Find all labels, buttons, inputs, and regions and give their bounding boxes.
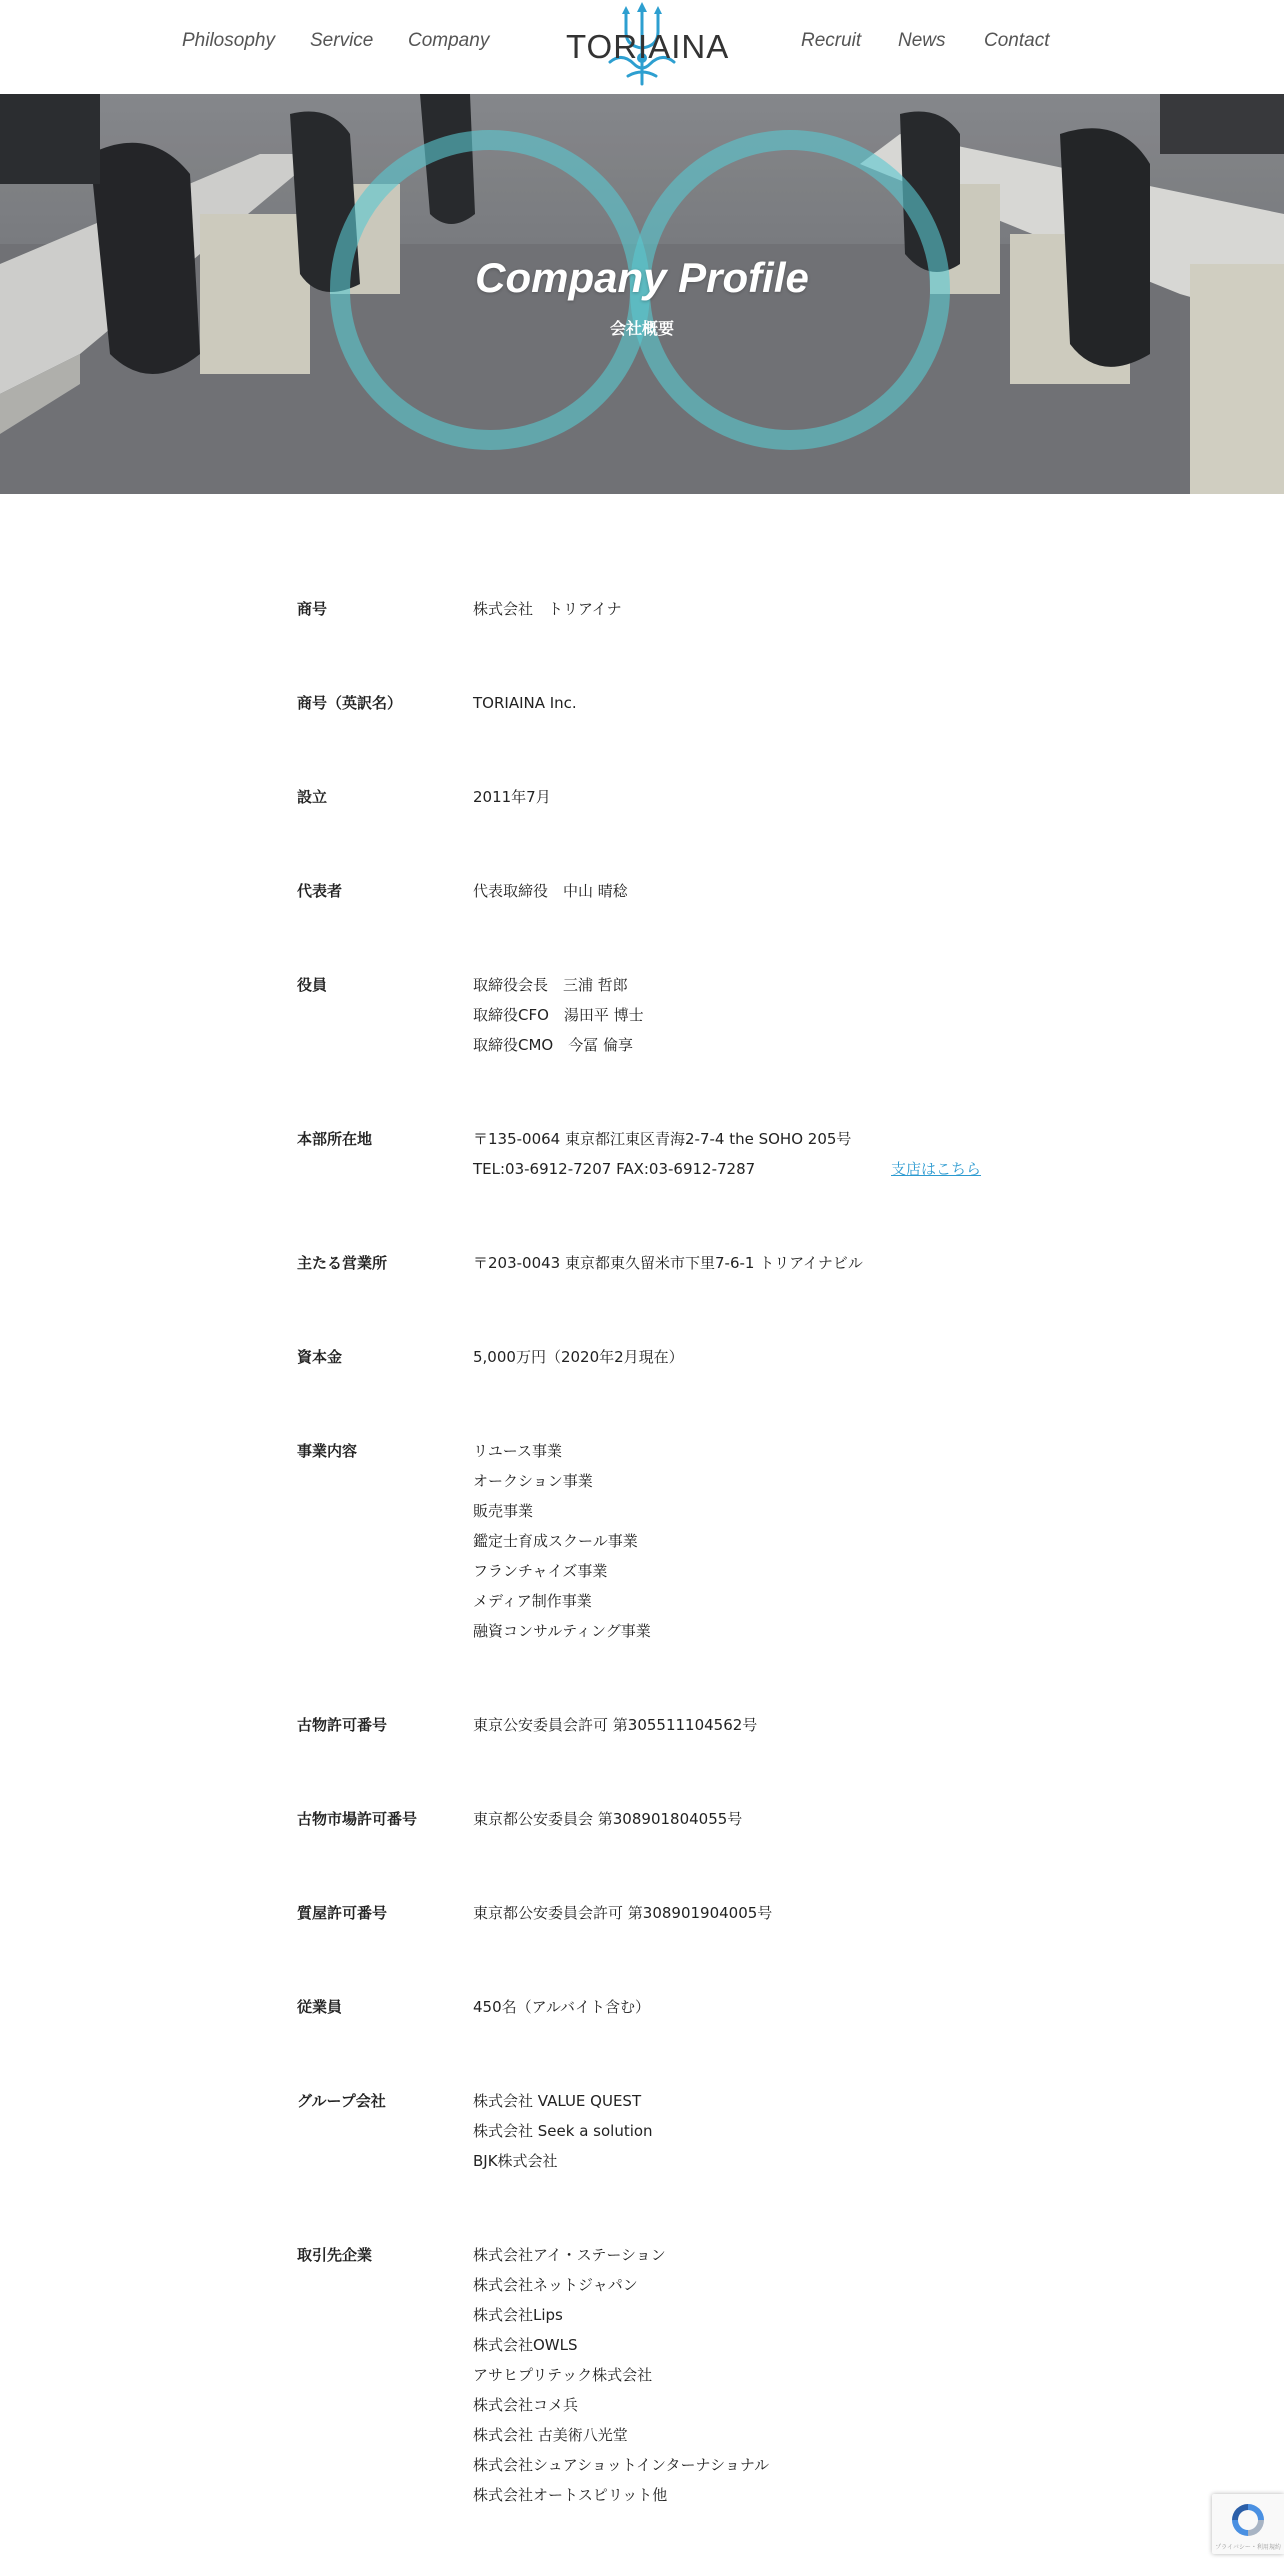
row-value: フランチャイズ事業	[473, 1562, 608, 1580]
profile-row-market-license	[297, 1804, 997, 1834]
row-value: 東京都公安委員会 第308901804055号	[473, 1810, 743, 1828]
row-value: 〒203-0043 東京都東久留米市下里7-6-1 トリアイナビル	[473, 1254, 863, 1272]
row-value: 東京公安委員会許可 第305511104562号	[473, 1716, 758, 1734]
row-label: 代表者	[297, 882, 343, 900]
row-value: アサヒプリテック株式会社	[473, 2366, 653, 2384]
row-value: 株式会社ネットジャパン	[473, 2276, 638, 2294]
row-label: 取引先企業	[297, 2246, 373, 2264]
row-value: TORIAINA Inc.	[473, 694, 577, 712]
profile-row-established	[297, 782, 997, 812]
profile-row-english-name	[297, 688, 997, 718]
hero-banner	[0, 94, 1284, 494]
row-value: メディア制作事業	[473, 1592, 592, 1610]
row-label: 資本金	[297, 1348, 343, 1366]
recaptcha-terms[interactable]: プライバシー・利用規約	[1215, 2544, 1281, 2551]
row-value: 株式会社 VALUE QUEST	[473, 2092, 642, 2110]
profile-row-group-companies	[297, 2086, 997, 2176]
row-value: 株式会社オートスピリット他	[473, 2486, 668, 2504]
row-value: 450名（アルバイト含む）	[473, 1998, 650, 2016]
recaptcha-badge[interactable]	[1212, 2494, 1284, 2554]
site-header	[0, 0, 1284, 94]
nav-company[interactable]: Company	[408, 30, 490, 51]
row-value: リユース事業	[473, 1442, 562, 1460]
row-value: 株式会社 トリアイナ	[473, 600, 622, 618]
row-label: 商号（英訳名）	[297, 694, 403, 712]
row-label: グループ会社	[297, 2092, 386, 2110]
row-label: 従業員	[297, 1998, 343, 2016]
row-value: 代表取締役 中山 晴稔	[473, 882, 628, 900]
toriaina-logo[interactable]	[566, 2, 730, 90]
profile-row-capital	[297, 1342, 997, 1372]
row-value: TEL:03-6912-7207 FAX:03-6912-7287	[473, 1160, 756, 1178]
row-value: 株式会社シュアショットインターナショナル	[473, 2456, 770, 2474]
row-label: 古物許可番号	[297, 1716, 388, 1734]
profile-row-business	[297, 1436, 997, 1646]
recaptcha-icon	[1228, 2500, 1268, 2540]
row-value: 株式会社コメ兵	[473, 2396, 579, 2414]
row-value: 取締役CMO 今冨 倫享	[473, 1036, 633, 1054]
row-value: BJK株式会社	[473, 2152, 558, 2170]
company-profile-table	[297, 594, 997, 2574]
page-title: Company Profile	[475, 254, 809, 301]
page-subtitle: 会社概要	[609, 319, 674, 338]
row-value: 東京都公安委員会許可 第308901904005号	[473, 1904, 773, 1922]
row-value: 株式会社アイ・ステーション	[473, 2246, 666, 2264]
profile-row-clients	[297, 2240, 997, 2510]
row-value: 融資コンサルティング事業	[473, 1622, 651, 1640]
row-value: オークション事業	[473, 1472, 593, 1490]
profile-row-name	[297, 594, 997, 624]
profile-row-pawn-license	[297, 1898, 997, 1928]
row-label: 古物市場許可番号	[297, 1810, 418, 1828]
row-value: 2011年7月	[473, 788, 551, 806]
row-value: 株式会社OWLS	[473, 2336, 578, 2354]
nav-news[interactable]: News	[898, 30, 946, 51]
row-label: 主たる営業所	[297, 1254, 388, 1272]
row-label: 質屋許可番号	[297, 1904, 388, 1922]
row-label: 設立	[297, 788, 328, 806]
row-value: 株式会社 古美術八光堂	[473, 2426, 628, 2444]
row-label: 本部所在地	[297, 1130, 373, 1148]
row-label: 役員	[297, 976, 328, 994]
nav-service[interactable]: Service	[310, 30, 374, 51]
profile-row-main-office	[297, 1248, 997, 1278]
row-label: 商号	[297, 600, 328, 618]
row-value: 鑑定士育成スクール事業	[473, 1532, 638, 1550]
row-value: 株式会社 Seek a solution	[473, 2122, 653, 2140]
profile-row-antique-license	[297, 1710, 997, 1740]
row-value: 取締役会長 三浦 哲郎	[473, 976, 628, 994]
nav-philosophy[interactable]: Philosophy	[182, 30, 275, 51]
row-value: 株式会社Lips	[473, 2306, 563, 2324]
row-value: 〒135-0064 東京都江東区青海2-7-4 the SOHO 205号	[473, 1130, 852, 1148]
profile-row-officers	[297, 970, 997, 1060]
row-label: 事業内容	[297, 1442, 358, 1460]
logo-text: TORIAINA	[566, 28, 730, 65]
profile-row-representative	[297, 876, 997, 906]
branch-link[interactable]: 支店はこちら	[891, 1160, 982, 1178]
nav-recruit[interactable]: Recruit	[801, 30, 862, 51]
row-value: 取締役CFO 湯田平 博士	[473, 1006, 644, 1024]
nav-contact[interactable]: Contact	[984, 30, 1050, 51]
row-value: 5,000万円（2020年2月現在）	[473, 1348, 684, 1366]
profile-row-employees	[297, 1992, 997, 2022]
row-value: 販売事業	[473, 1502, 534, 1520]
profile-row-headquarters	[297, 1124, 997, 1184]
